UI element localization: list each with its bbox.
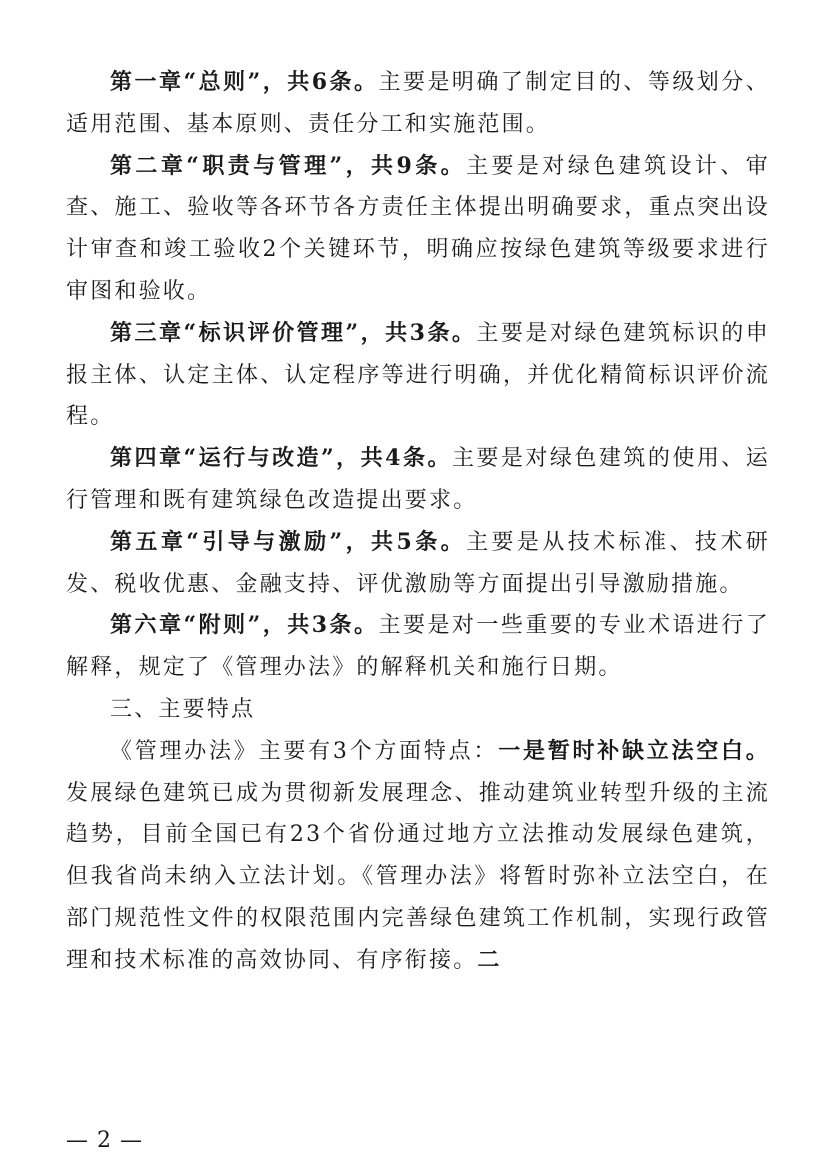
- section-heading: 三、主要特点: [110, 696, 256, 722]
- chapter-title: 第一章“总则”，共6条。: [110, 69, 379, 95]
- chapter-title: 第五章“引导与激励”，共5条。: [110, 528, 467, 555]
- chapter-paragraph-1: [66, 62, 770, 146]
- chapter-paragraph-3: [66, 313, 770, 438]
- chapter-summary: 主要是从技术标准、技术研发、税收优惠、金融支持、评优激励等方面提出引导激励措施。: [66, 529, 770, 597]
- chapter-title: 第二章“职责与管理”，共9条。: [110, 152, 467, 179]
- feature-point-2-start: 二: [477, 946, 502, 973]
- document-body: [66, 62, 770, 982]
- chapter-summary: 主要是对绿色建筑标识的申报主体、认定主体、认定程序等进行明确，并优化精简标识评价流程。: [66, 320, 770, 430]
- page-number: — 2 —: [66, 1128, 143, 1153]
- chapter-summary: 主要是对一些重要的专业术语进行了解释，规定了《管理办法》的解释机关和施行日期。: [66, 613, 770, 681]
- chapter-paragraph-5: [66, 522, 770, 606]
- chapter-summary: 主要是对绿色建筑的使用、运行管理和既有建筑绿色改造提出要求。: [66, 446, 770, 513]
- features-body: 发展绿色建筑已成为贯彻新发展理念、推动建筑业转型升级的主流趋势，目前全国已有23个省份通过地方立法推动发展绿色建筑，但我省尚未纳入立法计划。《管理办法》将暂时弥补立法空白，在部门规范性文件的权限范围内完善绿色建筑工作机制，实现行政管理和技术标准的高效协同、有序衔接。: [66, 780, 770, 973]
- features-intro: 《管理办法》主要有3个方面特点：: [110, 738, 499, 764]
- chapter-paragraph-4: [66, 438, 770, 522]
- chapter-summary: 主要是明确了制定目的、等级划分、适用范围、基本原则、责任分工和实施范围。: [66, 70, 770, 137]
- feature-point-1: 一是暂时补缺立法空白。: [498, 737, 771, 764]
- features-paragraph: [66, 731, 770, 982]
- chapter-title: 第三章“标识评价管理”，共3条。: [110, 319, 477, 346]
- chapter-paragraph-6: [66, 605, 770, 689]
- chapter-title: 第四章“运行与改造”，共4条。: [110, 445, 452, 472]
- chapter-title: 第六章“附则”，共3条。: [110, 612, 379, 639]
- chapter-summary: 主要是对绿色建筑设计、审查、施工、验收等各环节各方责任主体提出明确要求，重点突出设计审查和竣工验收2个关键环节，明确应按绿色建筑等级要求进行审图和验收。: [66, 153, 770, 304]
- chapter-paragraph-2: [66, 146, 770, 313]
